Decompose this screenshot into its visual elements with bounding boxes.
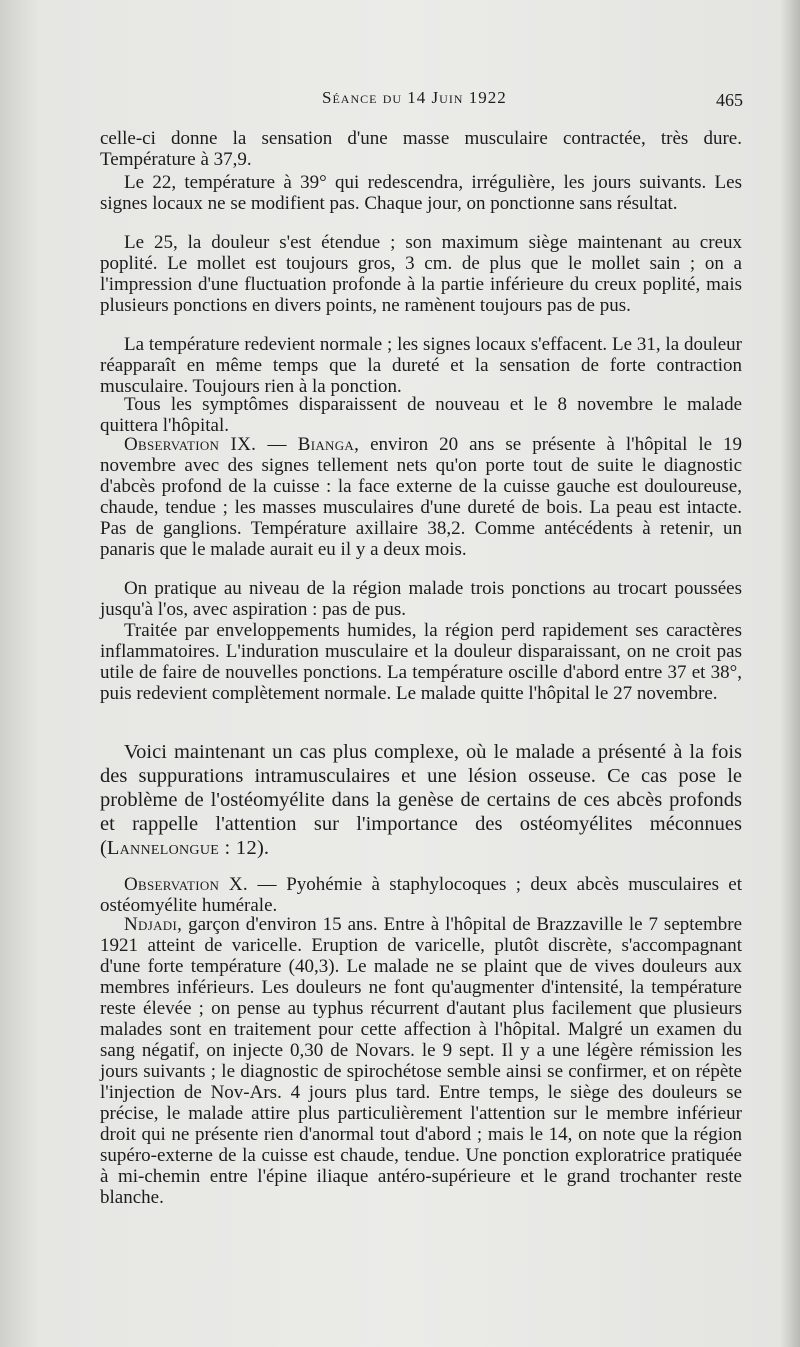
paragraph-end: ). (257, 837, 269, 859)
paragraph: La température redevient normale ; les signes locaux s'effacent. Le 31, la douleur réapparaît en même temps que la dureté et la sensation de forte contraction musculaire. Toujours rien à la ponction. (100, 334, 742, 397)
paragraph: On pratique au niveau de la région malade trois ponctions au trocart poussées jusqu'à l'os, avec aspiration : pas de pus. (100, 578, 742, 620)
running-head: Séance du 14 Juin 1922 (322, 88, 507, 107)
paragraph: Tous les symptômes disparaissent de nouveau et le 8 novembre le malade quittera l'hôpital. (100, 394, 742, 436)
text-block-5 (100, 394, 742, 436)
text-block-2 (100, 172, 742, 214)
observation-ix-block (100, 434, 742, 560)
paragraph: Traitée par enveloppements humides, la région perd rapidement ses caractères inflammatoires. L'induration musculaire et la douleur disparaissant, on ne croit pas utile de faire de nouvelles ponctions. La température oscille d'abord entre 37 et 38°, puis redevient complètement normale. Le malade quitte l'hôpital le 27 novembre. (100, 620, 742, 704)
text-block-7 (100, 578, 742, 620)
observation-text: garçon d'environ 15 ans. Entre à l'hôpital de Brazzaville le 7 septembre 1921 atteint de varicelle. Eruption de varicelle, plutôt discrète, s'accompagnant d'une forte température (40,3). Le malade ne se plaint que de vives douleurs aux membres inférieurs. Les douleurs ne font qu'augmenter d'intensité, la température reste élevée ; on pense au typhus récurrent d'autant plus facilement que plusieurs malades sont en traitement pour cette affection à l'hôpital. Malgré un examen du sang négatif, on injecte 0,30 de Novars. le 9 sept. Il y a une légère rémission les jours suivants ; le diagnostic de spirochétose semble ainsi se confirmer, et on répète l'injection de Nov-Ars. 4 jours plus tard. Entre temps, le siège des douleurs se précise, le malade attire plus particulièrement l'attention sur le membre inférieur droit qui ne présente rien d'anormal tout d'abord ; mais le 14, on note que la région supéro-externe de la cuisse est chaude, tendue. Une ponction exploratrice pratiquée à mi-chemin entre l'épine iliaque antéro-supérieure et le grand trochanter reste blanche. (100, 914, 742, 1208)
observation-x-block (100, 914, 742, 1208)
paragraph: Le 25, la douleur s'est étendue ; son maximum siège maintenant au creux poplité. Le mollet est toujours gros, 3 cm. de plus que le mollet sain ; on a l'impression d'une fluctuation profonde à la partie inférieure du creux poplité, mais plusieurs ponctions en divers points, ne ramènent toujours pas de pus. (100, 232, 742, 316)
observation-x-text (100, 914, 742, 1208)
observation-x-heading-block (100, 874, 742, 916)
page-number: 465 (716, 90, 743, 110)
text-block-8 (100, 620, 742, 704)
text-block-9 (100, 740, 742, 860)
patient-name: Bianga, (297, 434, 360, 455)
text-block-1 (100, 128, 742, 170)
paragraph (100, 740, 742, 860)
text-block-4 (100, 334, 742, 397)
citation: Lannelongue : 12 (106, 837, 258, 859)
text-block-3 (100, 232, 742, 316)
observation-ix (100, 434, 742, 560)
paragraph-text: Voici maintenant un cas plus complexe, où le malade a présenté à la fois des suppurations intramusculaires et une lésion osseuse. Ce cas pose le problème de l'ostéomyélite dans la genèse de certains de ces abcès profonds et rappelle l'attention sur l'importance des ostéomyélites méconnues ( (100, 741, 742, 859)
observation-title: Pyohémie à staphylocoques ; deux abcès musculaires et ostéomyélite humérale. (100, 874, 743, 916)
observation-x-heading (100, 874, 742, 916)
observation-text: environ 20 ans se présente à l'hôpital le 19 novembre avec des signes tellement nets qu'on porte tout de suite le diagnostic d'abcès profond de la cuisse : la face externe de la cuisse gauche est douloureuse, chaude, tendue ; les masses musculaires d'une dureté de bois. La peau est intacte. Pas de ganglions. Température axillaire 38,2. Comme antécédents à retenir, un panaris que le malade aurait eu il y a deux mois. (100, 434, 743, 560)
observation-label: Observation IX. — (124, 434, 287, 455)
observation-label: Observation X. — (124, 874, 277, 895)
page-header (0, 88, 800, 118)
patient-name: Ndjadi, (124, 914, 183, 935)
paragraph: celle-ci donne la sensation d'une masse musculaire contractée, très dure. Température à 37,9. (100, 128, 742, 170)
paragraph: Le 22, température à 39° qui redescendra, irrégulière, les jours suivants. Les signes locaux ne se modifient pas. Chaque jour, on ponctionne sans résultat. (100, 172, 742, 214)
